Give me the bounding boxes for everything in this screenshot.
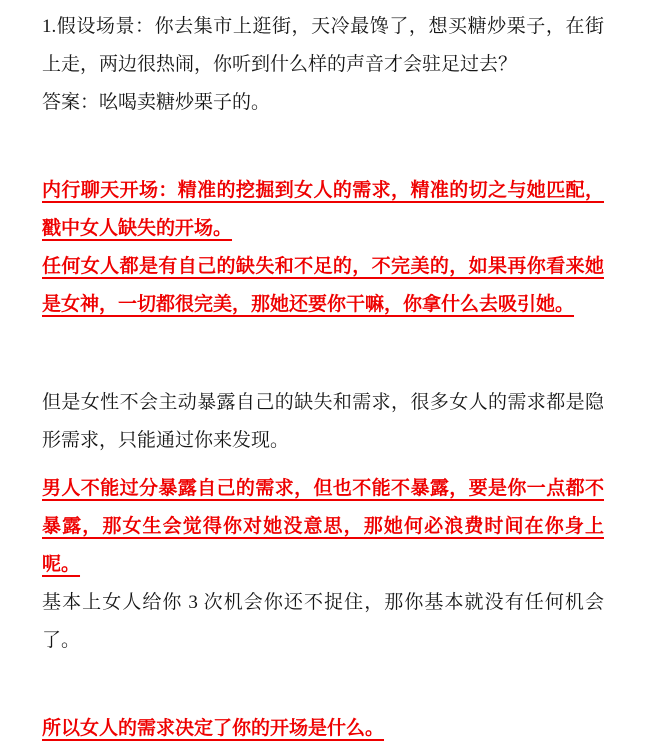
paragraph-scenario-question: 1.假设场景：你去集市上逛街，天冷最馋了，想买糖炒栗子，在街上走，两边很热闹，你听到什么样的声音才会驻足过去？ [42, 16, 604, 75]
paragraph-red-opening-definition: 内行聊天开场：精准的挖掘到女人的需求，精准的切之与她匹配，戳中女人缺失的开场。 [42, 180, 604, 239]
paragraph-spacer [42, 122, 604, 172]
paragraph-red-exposure: 男人不能过分暴露自己的需求，但也不能不暴露，要是你一点都不暴露，那女生会觉得你对她没意思，那她何必浪费时间在你身上呢。 [42, 478, 604, 575]
paragraph-spacer [42, 324, 604, 384]
paragraph-red-flaws: 任何女人都是有自己的缺失和不足的，不完美的，如果再你看来她是女神，一切都很完美，那她还要你干嘛，你拿什么去吸引她。 [42, 256, 604, 315]
paragraph-red-conclusion: 所以女人的需求决定了你的开场是什么。 [42, 718, 385, 739]
paragraph-scenario-answer: 答案：吆喝卖糖炒栗子的。 [42, 92, 271, 113]
paragraph-spacer [42, 660, 604, 710]
paragraph-three-chances: 基本上女人给你 3 次机会你还不捉住，那你基本就没有任何机会了。 [42, 592, 604, 651]
paragraph-hidden-needs: 但是女性不会主动暴露自己的缺失和需求，很多女人的需求都是隐形需求，只能通过你来发现。 [42, 392, 604, 451]
